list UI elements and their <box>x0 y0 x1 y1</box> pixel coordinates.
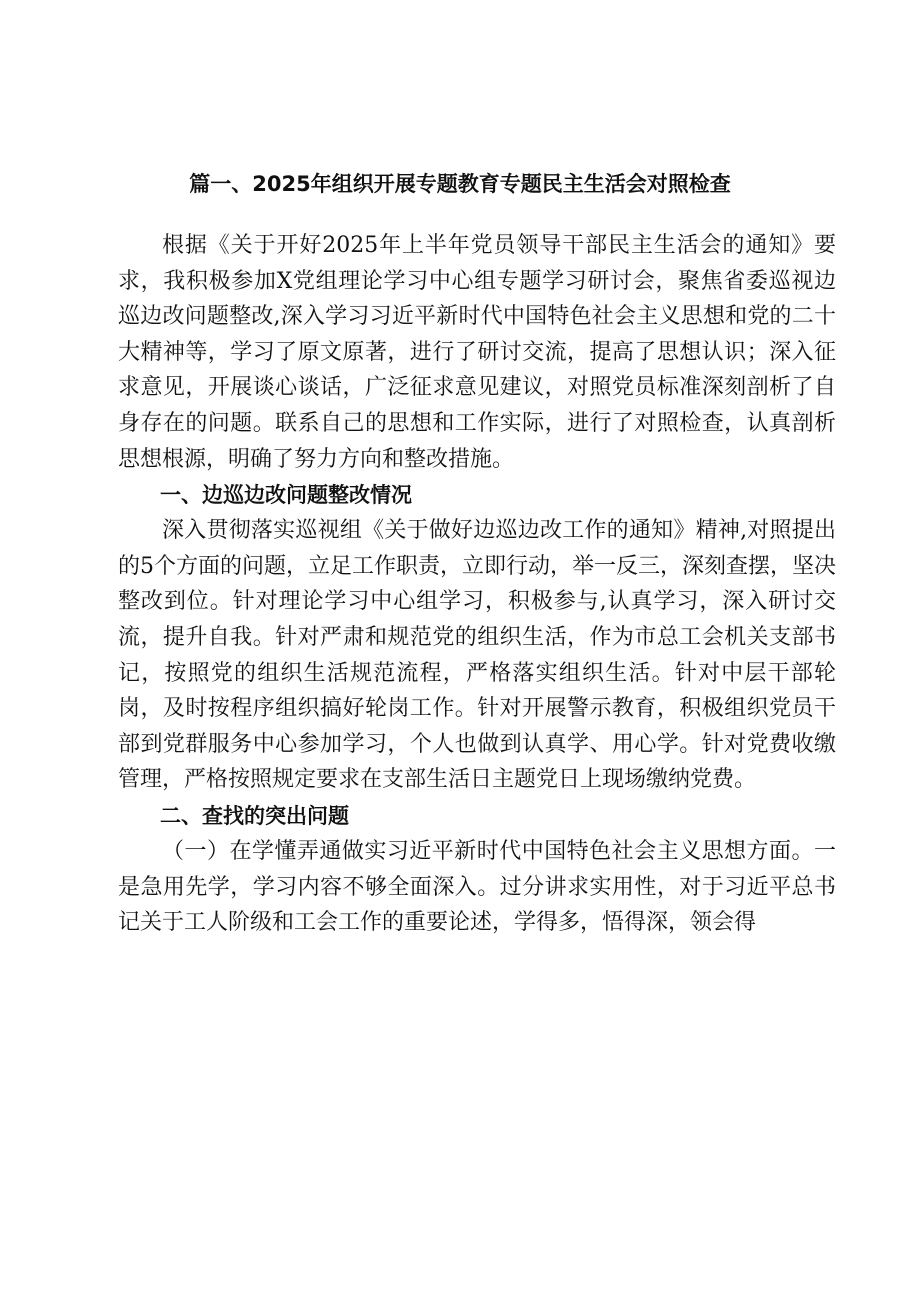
section-1-paragraph: 深入贯彻落实巡视组《关于做好边巡边改工作的通知》精神,对照提出的5个方面的问题，立足工作职责，立即行动，举一反三，深刻查摆，坚决整改到位。针对理论学习中心组学习，积极参与,认真学习，深入研讨交流，提升自我。针对严肃和规范党的组织生活，作为市总工会机关支部书记，按照党的组织生活规范流程，严格落实组织生活。针对中层干部轮岗，及时按程序组织搞好轮岗工作。针对开展警示教育，积极组织党员干部到党群服务中心参加学习，个人也做到认真学、用心学。针对党费收缴管理，严格按照规定要求在支部生活日主题党日上现场缴纳党费。 <box>118 518 836 793</box>
document-title: 篇一、2025年组织开展专题教育专题民主生活会对照检查 <box>189 172 731 196</box>
section-heading-2: 二、查找的突出问题 <box>160 803 349 828</box>
section-heading-1: 一、边巡边改问题整改情况 <box>160 483 412 508</box>
intro-paragraph: 根据《关于开好2025年上半年党员领导干部民主生活会的通知》要求，我积极参加X党组理论学习中心组专题学习研讨会，聚焦省委巡视边巡边改问题整改,深入学习习近平新时代中国特色社会主义思想和党的二十大精神等，学习了原文原著，进行了研讨交流，提高了思想认识；深入征求意见，开展谈心谈话，广泛征求意见建议，对照党员标准深刻剖析了自身存在的问题。联系自己的思想和工作实际，进行了对照检查，认真剖析思想根源，明确了努力方向和整改措施。 <box>118 233 836 472</box>
document-body <box>118 228 836 941</box>
section-2-paragraph: （一）在学懂弄通做实习近平新时代中国特色社会主义思想方面。一是急用先学，学习内容不够全面深入。过分讲求实用性，对于习近平总书记关于工人阶级和工会工作的重要论述，学得多，悟得深，领会得 <box>118 838 836 936</box>
